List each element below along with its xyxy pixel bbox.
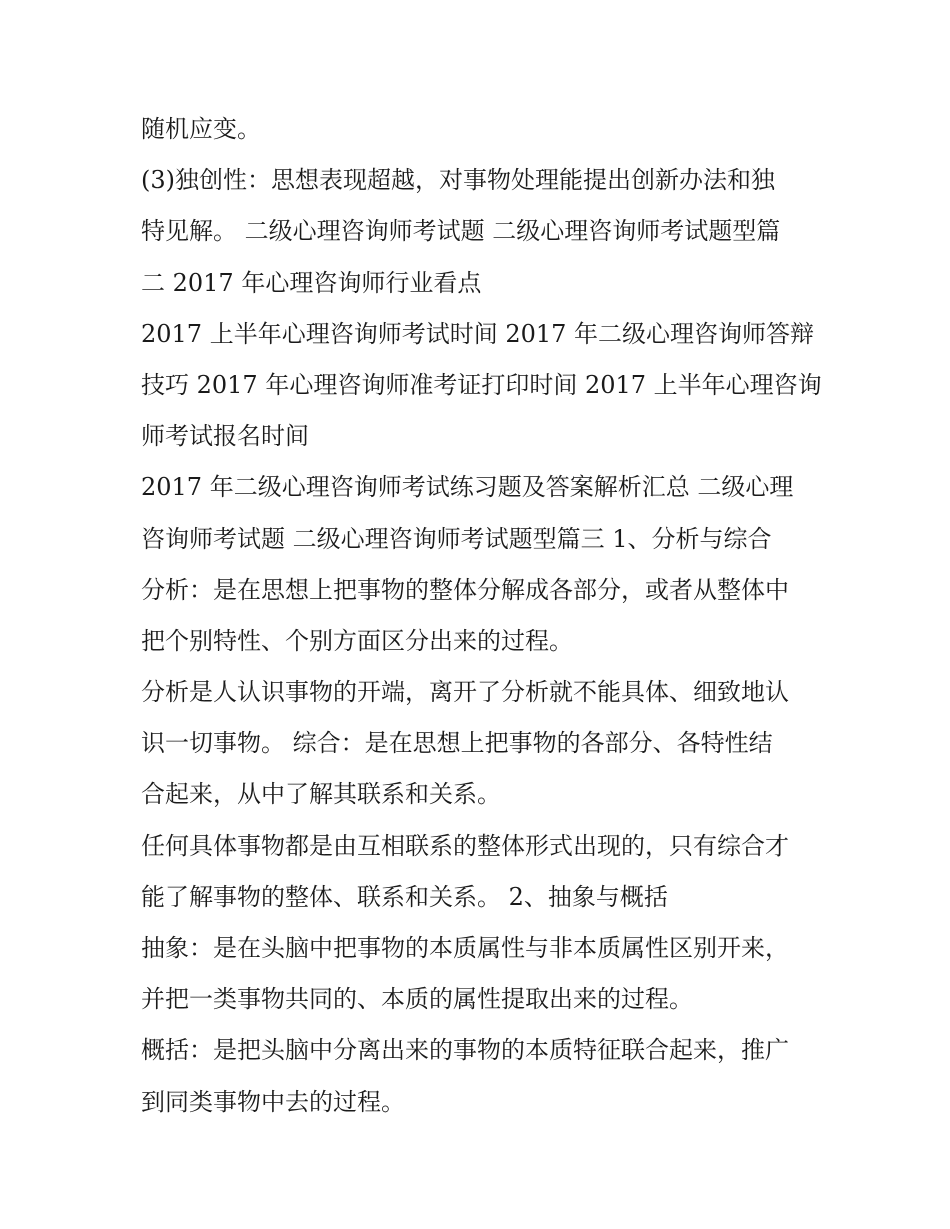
text-line: 识一切事物。 综合：是在思想上把事物的各部分、各特性结 bbox=[141, 729, 773, 758]
text-line: 能了解事物的整体、联系和关系。 2、抽象与概括 bbox=[141, 882, 668, 911]
text-line: 2017 年二级心理咨询师考试练习题及答案解析汇总 二级心理 bbox=[141, 473, 794, 502]
text-line: 抽象：是在头脑中把事物的本质属性与非本质属性区别开来， bbox=[141, 934, 789, 962]
text-line: 并把一类事物共同的、本质的属性提取出来的过程。 bbox=[141, 985, 693, 1014]
text-line: 特见解。 二级心理咨询师考试题 二级心理咨询师考试题型篇 bbox=[141, 217, 781, 246]
text-line: 分析：是在思想上把事物的整体分解成各部分，或者从整体中 bbox=[141, 575, 789, 604]
text-line: 咨询师考试题 二级心理咨询师考试题型篇三 1、分析与综合 bbox=[141, 524, 772, 553]
text-line: 概括：是把头脑中分离出来的事物的本质特征联合起来，推广 bbox=[141, 1036, 789, 1065]
text-line: 师考试报名时间 bbox=[141, 422, 309, 451]
text-line: 2017 上半年心理咨询师考试时间 2017 年二级心理咨询师答辩 bbox=[141, 319, 815, 348]
text-line: 任何具体事物都是由互相联系的整体形式出现的，只有综合才 bbox=[141, 831, 789, 860]
text-line: 合起来，从中了解其联系和关系。 bbox=[141, 780, 501, 809]
body-text bbox=[141, 104, 821, 1128]
text-line: 把个别特性、个别方面区分出来的过程。 bbox=[141, 626, 573, 655]
text-line: 随机应变。 bbox=[141, 115, 261, 143]
text-line: 分析是人认识事物的开端，离开了分析就不能具体、细致地认 bbox=[141, 678, 789, 707]
text-line: (3)独创性：思想表现超越，对事物处理能提出创新办法和独 bbox=[141, 166, 775, 195]
text-line: 二 2017 年心理咨询师行业看点 bbox=[141, 268, 482, 297]
text-line: 技巧 2017 年心理咨询师准考证打印时间 2017 上半年心理咨询 bbox=[141, 370, 822, 399]
text-line: 到同类事物中去的过程。 bbox=[141, 1087, 405, 1116]
